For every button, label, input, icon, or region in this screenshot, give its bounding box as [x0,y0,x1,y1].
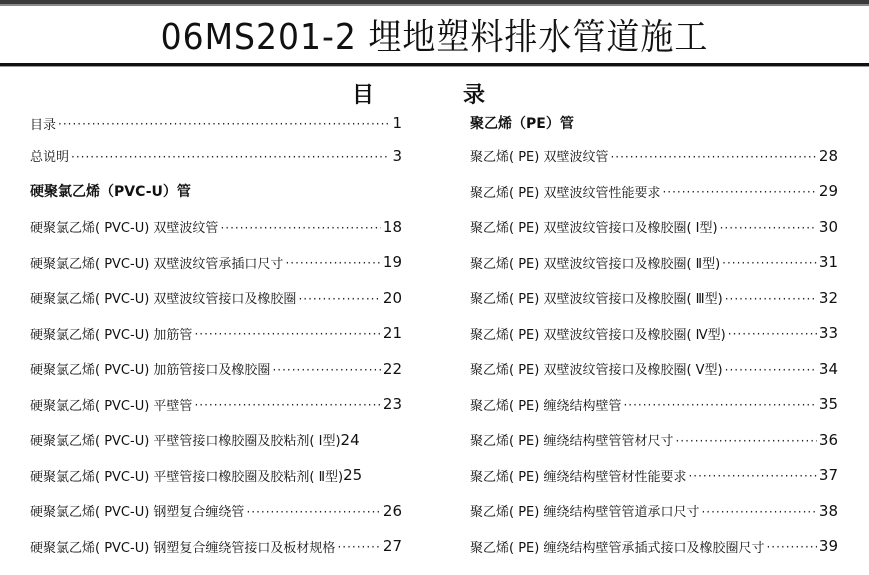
toc-entry[interactable] [470,174,838,210]
leader-dots [220,222,380,234]
toc-entry-page: 33 [818,324,838,343]
toc-entry-page: 34 [818,359,838,378]
leader-dots [194,328,380,340]
toc-entry[interactable] [30,387,402,423]
toc-entry-page: 21 [382,324,402,343]
toc-entry-page: 26 [382,501,402,520]
toc-entry-label: 硬聚氯乙烯( PVC-U) 双壁波纹管 [30,221,219,237]
toc-entry-label: 聚乙烯( PE) 缠绕结构壁管管材尺寸 [470,434,674,450]
toc-entry-page: 19 [382,253,402,272]
toc-left-column [30,108,402,564]
toc-entry[interactable] [30,351,402,387]
toc-entry-label: 聚乙烯( PE) 双壁波纹管接口及橡胶圈( Ⅳ型) [470,327,726,343]
toc-entry-label: 聚乙烯( PE) 双壁波纹管性能要求 [470,185,661,201]
toc-entry-label: 硬聚氯乙烯( PVC-U) 平壁管 [30,398,193,414]
toc-entry-page: 18 [382,217,402,236]
leader-dots [662,186,816,198]
toc-entry-label: 硬聚氯乙烯( PVC-U) 平壁管接口橡胶圈及胶粘剂( Ⅰ型) [30,434,341,450]
toc-entry-page: 24 [340,430,360,449]
toc-entry-page: 39 [818,537,838,556]
toc-entry-page: 1 [392,114,402,132]
toc-entry-label: 聚乙烯( PE) 双壁波纹管 [470,150,609,166]
toc-entry-page: 28 [818,146,838,165]
toc-entry-label: 硬聚氯乙烯( PVC-U) 钢塑复合缠绕管接口及板材规格 [30,540,336,556]
toc-entry-label: 总说明 [30,150,70,166]
toc-entry[interactable] [30,316,402,352]
toc-entry-page: 30 [818,217,838,236]
leader-dots [720,222,817,234]
toc-entry-label: 硬聚氯乙烯( PVC-U) 平壁管接口橡胶圈及胶粘剂( Ⅱ型) [30,469,344,485]
leader-dots [725,293,817,305]
toc-section-heading [30,174,402,210]
toc-entry-page: 25 [343,466,363,485]
toc-entry-label: 目录 [30,117,57,133]
toc-entry[interactable] [470,138,838,174]
toc-entry[interactable] [30,422,402,458]
header-rule-thin [0,66,869,67]
toc-entry-page: 23 [382,395,402,414]
toc-entry-label: 聚乙烯( PE) 缠绕结构壁管 [470,398,622,414]
section-heading-label: 聚乙烯（PE）管 [470,116,574,132]
leader-dots [337,541,380,553]
toc-entry[interactable] [470,422,838,458]
toc-entry[interactable] [30,493,402,529]
toc-entry[interactable] [470,209,838,245]
toc-entry-page: 36 [818,430,838,449]
toc-entry-page: 35 [818,395,838,414]
leader-dots [688,470,816,482]
toc-entry-label: 硬聚氯乙烯( PVC-U) 双壁波纹管承插口尺寸 [30,256,284,272]
toc-entry[interactable] [30,458,402,494]
toc-entry-page: 22 [382,359,402,378]
toc-entry[interactable] [470,245,838,281]
leader-dots [725,364,817,376]
toc-entry-page: 37 [818,466,838,485]
toc-entry-page: 20 [382,288,402,307]
toc-entry[interactable] [470,493,838,529]
toc-entry-label: 硬聚氯乙烯( PVC-U) 加筋管接口及橡胶圈 [30,363,271,379]
leader-dots [285,257,380,269]
toc-entry-page: 27 [382,537,402,556]
toc-entry-label: 聚乙烯( PE) 双壁波纹管接口及橡胶圈( Ⅴ型) [470,363,723,379]
toc-entry[interactable] [30,245,402,281]
leader-dots [728,328,817,340]
toc-entry[interactable] [30,280,402,316]
leader-dots [722,257,817,269]
leader-dots [623,399,816,411]
section-heading-label: 硬聚氯乙烯（PVC-U）管 [30,184,191,201]
toc-entry[interactable] [470,529,838,565]
toc-entry-page: 32 [818,288,838,307]
toc-entry-page: 29 [818,182,838,201]
leader-dots [58,118,390,130]
leader-dots [298,293,380,305]
toc-entry-label: 聚乙烯( PE) 缠绕结构壁管管道承口尺寸 [470,505,700,521]
toc-entry-page: 38 [818,501,838,520]
toc-entry[interactable] [30,138,402,174]
leader-dots [675,435,816,447]
toc-section-heading [470,108,838,138]
toc-entry-label: 聚乙烯( PE) 缠绕结构壁管材性能要求 [470,469,687,485]
toc-entry-label: 硬聚氯乙烯( PVC-U) 加筋管 [30,327,193,343]
toc-entry-label: 聚乙烯( PE) 双壁波纹管接口及橡胶圈( Ⅲ型) [470,292,723,308]
leader-dots [246,506,380,518]
toc-heading-mu: 目 [352,83,375,108]
toc-heading-lu: 录 [463,83,486,108]
document-header [0,6,869,63]
toc-entry-label: 聚乙烯( PE) 双壁波纹管接口及橡胶圈( Ⅰ型) [470,221,718,237]
document-title: 06MS201-2 埋地塑料排水管道施工 [160,15,709,58]
toc-entry-page: 3 [392,146,402,165]
leader-dots [272,364,380,376]
toc-entry[interactable] [470,458,838,494]
leader-dots [610,151,816,163]
toc-entry[interactable] [30,209,402,245]
toc-entry-label: 硬聚氯乙烯( PVC-U) 钢塑复合缠绕管 [30,505,245,521]
leader-dots [71,151,390,163]
leader-dots [194,399,380,411]
toc-right-column [470,108,838,564]
toc-entry-label: 聚乙烯( PE) 双壁波纹管接口及橡胶圈( Ⅱ型) [470,256,721,272]
toc-entry[interactable] [470,280,838,316]
toc-entry[interactable] [470,351,838,387]
toc-entry-label: 硬聚氯乙烯( PVC-U) 双壁波纹管接口及橡胶圈 [30,292,297,308]
toc-entry-label: 聚乙烯( PE) 缠绕结构壁管承插式接口及橡胶圈尺寸 [470,540,765,556]
toc-entry[interactable] [30,529,402,565]
toc-entry-page: 31 [818,253,838,272]
toc-entry[interactable] [470,316,838,352]
leader-dots [766,541,816,553]
toc-entry[interactable] [470,387,838,423]
toc-entry[interactable] [30,108,402,138]
leader-dots [701,506,816,518]
